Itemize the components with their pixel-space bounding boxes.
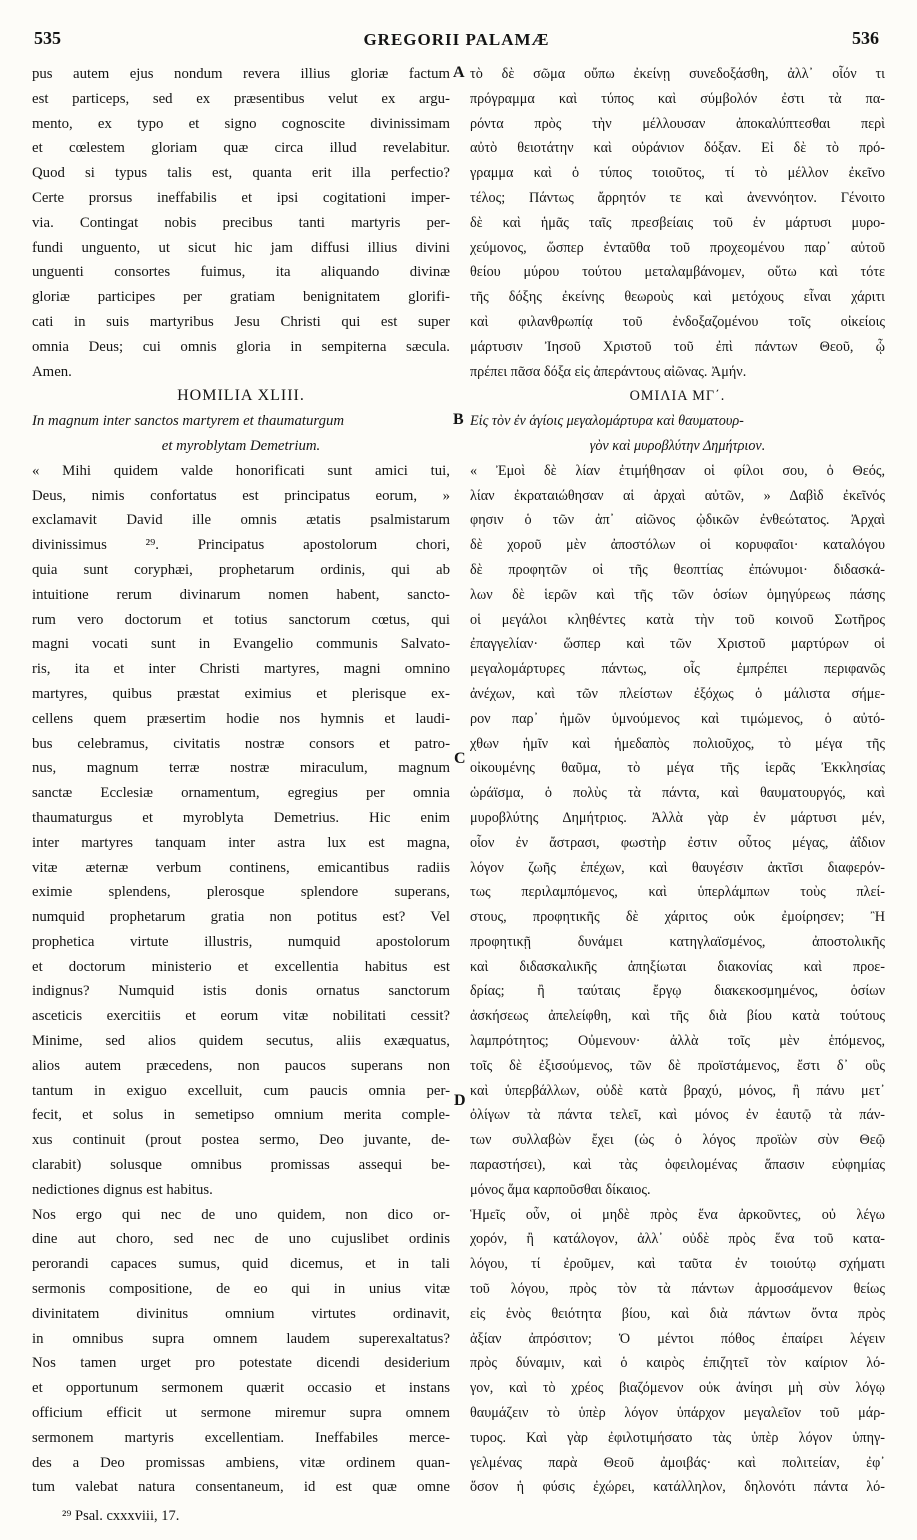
text-line: unguenti consortes fuimus, ita aliquando divinæ (32, 264, 450, 281)
text-line: « Ἐμοὶ δὲ λίαν ἐτιμήθησαν οἱ φίλοι σου, ὁ Θεός, (470, 462, 885, 479)
text-line: Nos tamen urget pro potestate dicendi desiderium (32, 1355, 450, 1372)
text-line: τὸ δὲ σῶμα οὔπω ἐκείνῃ συνεδοξάσθη, ἀλλ᾽ οἷόν τι (470, 66, 885, 82)
text-line: martyres, quibus præstat eximius et plerisque ex- (32, 685, 450, 702)
text-line: clarabit) solusque omnibus promissas assequi be- (32, 1157, 450, 1174)
text-line: magni vocati sunt in Evangelio communis Salvato- (32, 636, 450, 653)
text-line: inter martyres tanquam inter astra lux est magna, (32, 834, 450, 851)
text-line: ὡράϊσμα, ὁ πολὺς τὰ πάντα, καὶ θαυματουργός, καὶ (470, 785, 885, 802)
text-line: προφητικῇ δυνάμει κατηγλαϊσμένος, ἀποστολικῆς (470, 933, 885, 950)
text-line: omnia Deus; cui omnis gloria in sempiterna sæcula. (32, 338, 450, 355)
text-line: ris, ita et inter Christi martyres, magni omnino (32, 661, 450, 678)
text-line: δὲ προφητῶν οἱ τῆς θεοπτίας ἐπώνυμοι· διδασκά- (470, 561, 885, 578)
margin-letter-a: A (453, 64, 465, 81)
text-line: numquid prophetarum gratia non potitus est? Vel (32, 909, 450, 926)
homily-subtitle: In magnum inter sanctos martyrem et thaumaturgum (32, 413, 345, 430)
text-line: xus continuit (prout postea sermo, Deo juvante, de- (32, 1132, 450, 1149)
text-line: Amen. (32, 363, 72, 380)
text-line: thaumaturgus et myroblyta Demetrius. Hic enim (32, 809, 450, 826)
homily-heading: HOMILIA XLIII. (177, 387, 305, 405)
text-line: παραστήσει), καὶ τὰς ὀφειλομένας ἅπασιν εὐφημίας (470, 1157, 885, 1174)
text-line: sanctæ Ecclesiæ ornamentum, egregius per omnia (32, 785, 450, 802)
text-line: sermonis compositione, de eo qui in unius vitæ (32, 1281, 450, 1298)
text-line: Minime, sed alios quidem secutus, aliis exæquatus, (32, 1033, 450, 1050)
text-line: αὐτὸ θειοτάτην καὶ οὐράνιον δόξαν. Εἰ δὲ τὸ πρό- (470, 140, 885, 157)
text-line: ὀλίγων τὰ πάντα τελεῖ, καὶ μόνος ἐν ἑαυτῷ τὰ πάν- (470, 1107, 885, 1124)
text-line: divinissimus ²⁹. Principatus apostolorum chori, (32, 537, 450, 554)
text-line: χεύμονος, ὥσπερ ἐνταῦθα τοῦ προχεομένου παρ᾽ αὐτοῦ (470, 239, 885, 256)
text-line: τέλος; Πάντως ἄρρητόν τε καὶ ἀνεννόητον. Γένοιτο (470, 189, 885, 206)
text-line: mento, ex typo et signo cognoscite divinissimam (32, 115, 450, 132)
text-line: ἐπαγγελίαν· ὥσπερ καὶ τῶν Χριστοῦ μαρτύρων οἱ (470, 636, 885, 653)
text-line: χορόν, ἢ κατάλογον, ἀλλ᾽ οὐδὲ πρὸς ἕνα τοῦ κατα- (470, 1231, 885, 1248)
text-line: « Mihi quidem valde honorificati sunt amici tui, (32, 462, 450, 479)
text-line: λων δὲ ἱερῶν καὶ τῆς τῶν ὁσίων ὁμηγύρεως πάσης (470, 586, 885, 603)
text-line: λίαν ἐκραταιώθησαν αἱ ἀρχαὶ αὐτῶν, » Δαβὶδ ἐκεῖνός (470, 487, 885, 504)
text-line: indignus? Numquid istis donis ornatus sanctorum (32, 983, 450, 1000)
text-line: in omnibus supra omnem laudem superexaltatus? (32, 1330, 450, 1347)
text-line: dine aut choro, sed nec de uno cujuslibet ordinis (32, 1231, 450, 1248)
text-line: via. Contingat nobis precibus tanti martyris per- (32, 214, 450, 231)
text-line: λόγου, τί ἐροῦμεν, καὶ ταῦτα ἐν τοιούτῳ σχήματι (470, 1256, 885, 1273)
latin-column (32, 62, 450, 1500)
text-line: μεγαλομάρτυρες πάντως, οἷς ἐμπρέπει περιφανῶς (470, 661, 885, 678)
margin-letter-c: C (454, 750, 466, 767)
text-line: Certe prorsus ineffabilis et ipsi cogitationi imper- (32, 189, 450, 206)
page-header (34, 28, 879, 56)
text-line: nedictiones dignus est habitus. (32, 1181, 213, 1198)
text-line: cati in suis martyribus Jesu Christi qui est super (32, 313, 450, 330)
text-line: ρόντα πρὸς τὴν μέλλουσαν ἀποκαλύπτεσθαι περὶ (470, 115, 885, 132)
text-line: γραμμα καὶ ὁ τύπος τοιοῦτος, τί τὸ μέλλον ἐκεῖνο (470, 165, 885, 182)
text-line: Nos ergo qui nec de uno quidem, non dico or- (32, 1206, 450, 1223)
text-line: gloriæ participes per gratiam benignitatem glorifi- (32, 289, 450, 306)
text-line: χθων ἡμῖν καὶ ἡμεδαπὸς πολιοῦχος, τὸ μέγα τῆς (470, 735, 885, 752)
text-line: οἷον ἐν ἄστρασι, φωστὴρ ἐστιν οὗτος μέγας, ἀΐδιον (470, 834, 885, 851)
greek-column (470, 62, 885, 1500)
text-line: οἱ μεγάλοι κληθέντες κατὰ τὴν τοῦ κοινοῦ Σωτῆρος (470, 611, 885, 628)
homily-subtitle: γὸν καὶ μυροβλύτην Δημήτριον. (589, 437, 766, 454)
text-line: δὲ χοροῦ μὲν ἀποστόλων οἱ κορυφαῖοι· καταλόγου (470, 537, 885, 554)
text-line: fecit, et solus in semetipso omnium merita comple- (32, 1107, 450, 1124)
text-line: sermonem martyris excellentiam. Ineffabiles merce- (32, 1429, 450, 1446)
page-number-right: 536 (852, 28, 879, 48)
homily-subtitle: et myroblytam Demetrium. (161, 437, 321, 454)
text-line: τῆς δόξης ἐκείνης θεωροὺς καὶ μετόχους εἶναι χάριτι (470, 289, 885, 306)
text-line: καὶ ὑπερβάλλων, οὐδὲ κατὰ βραχύ, μόνος, ἢ πάνυ μετ᾽ (470, 1082, 885, 1099)
text-line: λόγον ζωῆς ἐπέχων, καὶ θαυγέσιν ἀκτῖσι διαφερόν- (470, 859, 885, 876)
text-line: δὲ καὶ ἡμᾶς ταῖς πρεσβείαις τοῦ ἐν μάρτυσι μυρο- (470, 214, 885, 231)
text-line: quia sunt coryphæi, prophetarum ordinis, qui ab (32, 561, 450, 578)
text-line: bus celebramus, civitatis nostræ consors et patro- (32, 735, 450, 752)
text-line: λαμπρότητος; Οὐμενουν· ἀλλὰ τοῖς μὲν ἑπόμενος, (470, 1033, 885, 1050)
text-line: et cœlestem gloriam quæ circa illud revelabitur. (32, 140, 450, 157)
text-line: πρόγραμμα καὶ τύπος καὶ σύμβολόν ἐστι τὰ πα- (470, 90, 885, 107)
text-line: τως περιλαμπόμενος, καὶ ὑπερλάμπων τοὺς πλεί- (470, 884, 885, 901)
text-line: officium efficit ut sermone miremur supra omnem (32, 1405, 450, 1422)
text-line: πρέπει πᾶσα δόξα εἰς ἀπεράντους αἰῶνας. Ἀμήν. (470, 363, 747, 380)
text-line: πρὸς δύναμιν, καὶ ὁ καιρὸς ἐπιζητεῖ τὸν καίριον λό- (470, 1355, 885, 1372)
text-line: τοῖς δὲ ἐξισούμενος, τῶν δὲ προϊστάμενος, ἔστι δ᾽ οὓς (470, 1057, 885, 1074)
text-line: εἰς ἑνὸς θειότητα βίου, καὶ διὰ πάντων ὄντα πρὸς (470, 1305, 885, 1322)
text-line: exclamavit David ille omnis ætatis psalmistarum (32, 512, 450, 529)
page-number-left: 535 (34, 28, 61, 48)
homily-subtitle: Εἰς τὸν ἐν ἁγίοις μεγαλομάρτυρα καὶ θαυματουρ- (470, 413, 744, 430)
text-line: μάρτυσιν Ἰησοῦ Χριστοῦ τοῦ ἐπὶ πάντων Θεοῦ, ᾧ (470, 338, 885, 355)
text-line: των συλλαβὼν ἔχει (ὡς ὁ λόγος προϊὼν σὺν Θεῷ (470, 1132, 885, 1149)
text-line: θείου μύρου τούτου μεταλαμβάνομεν, οὕτω καὶ τότε (470, 264, 885, 281)
margin-letter-b: B (453, 411, 464, 428)
margin-letter-d: D (454, 1092, 466, 1109)
text-line: fundi unguento, ut sicut hic jam diffusi illius divini (32, 239, 450, 256)
text-line: rum vero doctorum et totius sanctorum cœtus, qui (32, 611, 450, 628)
text-line: στους, προφητικῆς δὲ χάριτος οὐκ ἐμοίρησεν; Ἢ (470, 909, 885, 926)
text-line: divinitatem divinitus omnium virtutes ordinavit, (32, 1305, 450, 1322)
text-line: μυροβλύτης Δημήτριος. Ἀλλὰ γὰρ ἐν μάρτυσι μέν, (470, 809, 885, 826)
text-line: ἀνέχων, καὶ τῶν πλείστων ἐξόχως ὁ μάλιστα σήμε- (470, 685, 885, 702)
text-line: γον, καὶ τὸ χρέος βιαζόμενον οὐκ ἀνίησι μὴ σὺν λόγῳ (470, 1380, 885, 1397)
text-line: prophetica virtute illustris, numquid apostolorum (32, 933, 450, 950)
text-line: Deus, nimis confortatus est principatus eorum, » (32, 487, 450, 504)
text-line: perorandi capaces sumus, quid dicemus, et in tali (32, 1256, 450, 1273)
running-title: GREGORII PALAMÆ (363, 30, 550, 49)
text-line: Quod si typus talis est, quanta erit illa perfectio? (32, 165, 450, 182)
text-line: vitæ æternæ verbum continens, emicantibus radiis (32, 859, 450, 876)
text-line: γελμένας παρὰ Θεοῦ ἀμοιβάς· καὶ πολιτείαν, ἐφ᾽ (470, 1454, 885, 1471)
text-line: Ἡμεῖς οὖν, οἱ μηδὲ πρὸς ἕνα ἀρκοῦντες, οὐ λέγω (470, 1206, 885, 1223)
text-line: pus autem ejus nondum revera illius gloriæ factum (32, 66, 450, 82)
text-line: ρον παρ᾽ ἡμῶν ὑμνούμενος καὶ τιμώμενος, ὁ αὐτό- (470, 710, 885, 727)
text-line: μόνος ἅμα καρποῦσθαι δίκαιος. (470, 1181, 651, 1198)
text-line: φησιν ὁ τῶν ἀπ᾽ αἰῶνος ᾠδικῶν ἐνθεώτατος. Ἀρχαὶ (470, 512, 885, 529)
text-line: et doctorum ministerio et excellentia habitus est (32, 958, 450, 975)
footnote: ²⁹ Psal. cxxxviii, 17. (62, 1508, 180, 1524)
text-line: ὅσον ἡ φύσις ἐχώρει, κατάλληλον, δηλονότι πάντα λό- (470, 1479, 885, 1496)
text-line: tantum in exiguo excelluit, cum paucis omnia per- (32, 1082, 450, 1099)
text-line: τυρος. Καὶ γὰρ ἐφιλοτιμήσατο τὰς ὑπὲρ λόγον ὑπηγ- (470, 1429, 885, 1446)
text-line: et opportunum sermonem quærit occasio et instans (32, 1380, 450, 1397)
text-line: alios autem præcedens, non paucos superans non (32, 1057, 450, 1074)
text-line: intuitione rerum divinarum nomen habent, sancto- (32, 586, 450, 603)
text-line: nus, magnum terræ nostræ miraculum, magnum (32, 760, 450, 777)
text-line: δρίας; ἢ ταύταις ἔργῳ διακεκοσμημένος, ὁσίων (470, 983, 885, 1000)
text-line: καὶ διδασκαλικῆς ἀπηξίωται διακονίας καὶ προε- (470, 958, 885, 975)
text-line: eximie splendens, plerosque splendore superans, (32, 884, 450, 901)
text-line: ἀσκήσεως ἀπελείφθη, καὶ τῆς διὰ βίου κατὰ τούτους (470, 1008, 885, 1025)
text-line: θαυμάζειν τὸ ὑπὲρ λόγον ὑπάρχον μεγαλεῖον τοῦ μάρ- (470, 1405, 885, 1422)
text-line: des a Deo promissas ambiens, vitæ ordinem quan- (32, 1454, 450, 1471)
text-line: τοῦ λόγου, πρὸς τὸν τὰ πάντων ἁρμοσάμενον θείως (470, 1281, 885, 1298)
text-line: καὶ φιλανθρωπίᾳ τοῦ ἐνδοξαζομένου τοῖς οἰκείοις (470, 313, 885, 330)
text-line: cellens quem præsertim hodie nos hymnis et laudi- (32, 710, 450, 727)
text-line: ἀξίαν ἀπρόσιτον; Ὁ μέντοι πόθος ἐπαίρει λέγειν (470, 1330, 885, 1347)
homily-heading: ΟΜΙΛΙΑ ΜΓ΄. (629, 388, 726, 405)
text-line: tum valebat natura consentaneum, id est quæ omne (32, 1479, 450, 1496)
text-line: est particeps, sed ex præsentibus velut ex argu- (32, 90, 450, 107)
text-line: οἰκουμένης θαῦμα, τὸ μέγα τῆς ἱερᾶς Ἐκκλησίας (470, 760, 885, 777)
text-line: asceticis exercitiis et eorum vitæ nobilitati cessit? (32, 1008, 450, 1025)
